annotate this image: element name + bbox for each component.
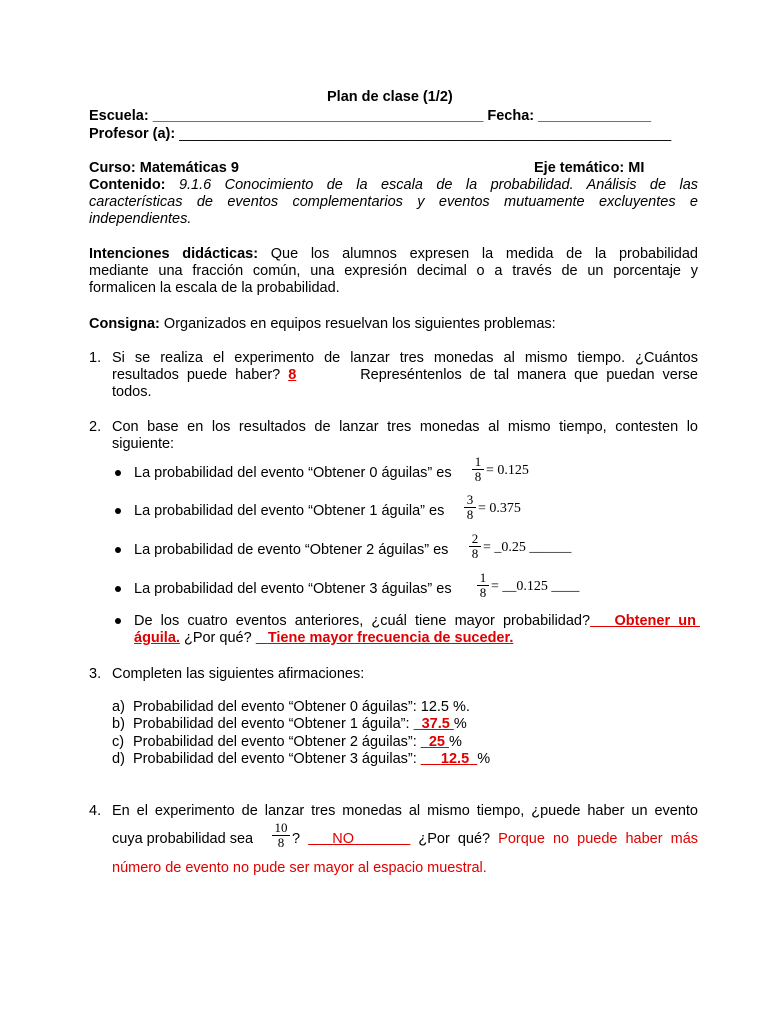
fecha-label: Fecha: — [487, 108, 535, 124]
profesor-label: Profesor (a): — [89, 126, 176, 142]
consigna-label: Consigna: — [89, 316, 160, 332]
q1-number: 1. — [89, 350, 102, 366]
q3-answer-c: 25 — [428, 734, 445, 750]
q4-number: 4. — [89, 803, 102, 819]
contenido-label: Contenido: — [89, 177, 166, 193]
q2-line-1: Con base en los resultados de lanzar tres monedas al mismo tiempo, contesten lo — [112, 419, 698, 435]
contenido-text-1: 9.1.6 Conocimiento de la escala de la probabilidad. Análisis de las — [178, 177, 699, 193]
page-title: Plan de clase (1/2) — [327, 89, 453, 105]
q2-bullet-2-text: La probabilidad del evento “Obtener 1 águila” es — [134, 503, 445, 519]
fraction-1-8: 1 8 — [472, 455, 484, 484]
q2-answer-1: Obtener un — [614, 613, 696, 629]
q1-line-2 — [112, 367, 698, 383]
bullet-dot — [115, 508, 121, 514]
q2-bullet-5-line-1: De los cuatro eventos anteriores, ¿cuál tiene mayor probabilidad? Obtener un — [134, 613, 700, 629]
intenciones-line-3 — [89, 280, 698, 296]
bullet-dot — [115, 586, 121, 592]
q2-bullet-2-result: = 0.375 — [478, 501, 521, 516]
q2-bullet-4-text: La probabilidad del evento “Obtener 3 águilas” es — [134, 581, 452, 597]
contenido-line-1 — [89, 177, 698, 193]
bullet-dot — [115, 470, 121, 476]
q3-answer-d: 12.5 — [440, 751, 470, 767]
q3-intro: Completen las siguientes afirmaciones: — [112, 666, 365, 682]
escuela-row — [89, 108, 651, 124]
q3-item-a: a) Probabilidad del evento “Obtener 0 águilas”: 12.5 %. — [112, 699, 470, 715]
q2-line-2: siguiente: — [112, 436, 175, 452]
intenciones-block — [89, 246, 698, 296]
q4-line-2-rest: ? NO ¿Por qué? Porque no puede haber más — [292, 831, 699, 847]
consigna-row — [89, 316, 556, 332]
contenido-text-3: independientes. — [89, 211, 192, 227]
q2-answer-2: Tiene mayor frecuencia de suceder. — [267, 630, 514, 646]
q2-porque: ¿Por qué? — [183, 630, 252, 646]
contenido-line-2 — [89, 194, 698, 210]
q3-item-b: b) Probabilidad del evento “Obtener 1 águila”: 37.5 % — [112, 716, 467, 732]
consigna-text: Organizados en equipos resuelvan los siguientes problemas: — [163, 316, 556, 332]
q2-bullet-1-result: = 0.125 — [486, 463, 529, 478]
q2-bullet-4-result: = __0.125 ____ — [491, 579, 580, 594]
profesor-line: _____________________________________________________________ — [179, 126, 672, 142]
q2-number: 2. — [89, 419, 102, 435]
q4-reason-1: Porque no puede haber más — [498, 831, 699, 847]
fraction-3-8: 3 8 — [464, 493, 476, 522]
q2-bullet-5 — [134, 613, 700, 646]
q3-item-d: d) Probabilidad del evento “Obtener 3 águilas”: 12.5 % — [112, 751, 491, 767]
profesor-row — [89, 126, 671, 142]
curso-label: Curso: Matemáticas 9 — [89, 160, 239, 176]
q3-number: 3. — [89, 666, 102, 682]
q3-answer-b: 37.5 — [421, 716, 450, 732]
q4-reason-2: número de evento no pude ser mayor al espacio muestral. — [112, 860, 487, 876]
intenciones-label: Intenciones didácticas: — [89, 246, 259, 262]
intenciones-text-3: formalicen la escala de la probabilidad. — [89, 280, 340, 296]
q2-bullet-3-text: La probabilidad de evento “Obtener 2 águilas” es — [134, 542, 449, 558]
q1-block — [112, 350, 698, 400]
q1-answer: 8 — [288, 367, 297, 383]
eje-tematico: Eje temático: MI — [534, 160, 645, 176]
escuela-label: Escuela: — [89, 108, 149, 124]
intenciones-text-1: Que los alumnos expresen la medida de la probabilidad — [270, 246, 698, 262]
q1-line2-pre: resultados puede haber? — [112, 367, 281, 383]
q2-answer-1-cont: águila. — [134, 630, 180, 646]
q1-line2-post: Represéntenlos de tal manera que puedan verse — [360, 367, 698, 383]
bullet-dot — [115, 547, 121, 553]
fraction-2-8: 2 8 — [469, 532, 481, 561]
q4-line-2-pre: cuya probabilidad sea — [112, 831, 254, 847]
intenciones-line-1 — [89, 246, 698, 262]
q3-item-c: c) Probabilidad del evento “Obtener 2 águilas”: 25 % — [112, 734, 462, 750]
q2-bullet-3-result: = _0.25 ______ — [483, 540, 572, 555]
q2-bullet-1-text: La probabilidad del evento “Obtener 0 águilas” es — [134, 465, 452, 481]
intenciones-line-2 — [89, 263, 698, 279]
q1-line-1: Si se realiza el experimento de lanzar tres monedas al mismo tiempo. ¿Cuántos — [112, 350, 698, 366]
intenciones-text-2: mediante una fracción común, una expresión decimal o a través de un porcentaje y — [89, 263, 698, 279]
q2-bullet-5-line-2 — [134, 630, 700, 646]
bullet-dot — [115, 618, 121, 624]
fraction-1-8: 1 8 — [477, 571, 489, 600]
q4-answer: NO — [332, 831, 355, 847]
escuela-line: _________________________________________ — [152, 108, 484, 124]
q1-line-3: todos. — [112, 384, 152, 400]
contenido-block — [89, 177, 698, 227]
contenido-line-3 — [89, 211, 698, 227]
contenido-text-2: características de eventos complementarios y eventos mutuamente excluyentes e — [89, 194, 698, 210]
q2-intro — [112, 419, 698, 452]
fraction-10-8: 10 8 — [272, 821, 290, 850]
q4-line-1: En el experimento de lanzar tres monedas al mismo tiempo, ¿puede haber un evento — [112, 803, 698, 819]
fecha-line: ______________ — [538, 108, 652, 124]
